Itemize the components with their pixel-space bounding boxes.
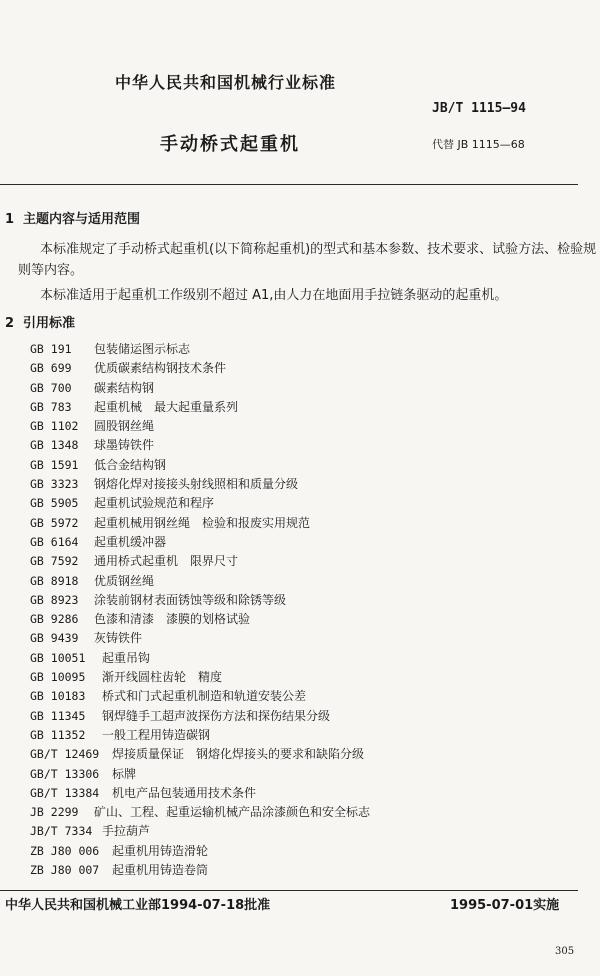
reference-item <box>30 379 370 398</box>
reference-title: 机电产品包装通用技术条件 <box>112 785 257 800</box>
reference-title: 渐开线圆柱齿轮 精度 <box>102 670 223 685</box>
reference-code: GB 6164 <box>30 534 79 549</box>
reference-item <box>30 514 370 533</box>
reference-title: 起重机械 最大起重量系列 <box>94 399 239 414</box>
reference-item <box>30 591 370 610</box>
reference-item <box>30 359 370 378</box>
reference-item <box>30 417 370 436</box>
reference-code: JB 2299 <box>30 805 79 820</box>
reference-item <box>30 822 370 841</box>
reference-item <box>30 629 370 648</box>
reference-title: 起重机用铸造卷筒 <box>112 863 209 878</box>
reference-title: 标牌 <box>112 766 137 781</box>
reference-code: GB 8918 <box>30 573 79 588</box>
reference-item <box>30 340 370 359</box>
reference-title: 起重机试验规范和程序 <box>94 496 215 511</box>
reference-item <box>30 726 370 745</box>
reference-code: GB 783 <box>30 399 72 414</box>
reference-code: GB 5905 <box>30 496 79 511</box>
reference-item <box>30 784 370 803</box>
reference-code: GB 7592 <box>30 554 79 569</box>
reference-title: 起重机缓冲器 <box>94 534 167 549</box>
reference-title: 桥式和门式起重机制造和轨道安装公差 <box>102 689 307 704</box>
reference-title: 色漆和清漆 漆膜的划格试验 <box>94 612 251 627</box>
reference-item <box>30 552 370 571</box>
reference-code: GB 699 <box>30 361 72 376</box>
section-1-number: 1 <box>5 212 15 227</box>
reference-code: GB 11352 <box>30 727 86 742</box>
reference-code: GB/T 12469 <box>30 747 100 762</box>
reference-title: 优质碳素结构钢技术条件 <box>94 361 227 376</box>
reference-item <box>30 436 370 455</box>
reference-title: 灰铸铁件 <box>94 631 143 646</box>
reference-title: 碳素结构钢 <box>94 380 155 395</box>
reference-code: ZB J80 007 <box>30 863 100 878</box>
reference-code: GB 10183 <box>30 689 86 704</box>
reference-title: 通用桥式起重机 限界尺寸 <box>94 554 239 569</box>
section-1-heading <box>5 208 140 227</box>
section-1-paragraph-2: 本标准适用于起重机工作级别不超过 A1,由人力在地面用手拉链条驱动的起重机。 <box>40 288 508 303</box>
reference-code: GB 1348 <box>30 438 79 453</box>
reference-title: 一般工程用铸造碳钢 <box>102 727 211 742</box>
reference-title: 起重机械用钢丝绳 检验和报废实用规范 <box>94 515 311 530</box>
reference-item <box>30 533 370 552</box>
reference-code: GB/T 13384 <box>30 785 100 800</box>
reference-item <box>30 610 370 629</box>
reference-item <box>30 668 370 687</box>
reference-code: GB 8923 <box>30 592 79 607</box>
reference-title: 低合金结构钢 <box>94 457 167 472</box>
reference-code: GB 11345 <box>30 708 86 723</box>
reference-code: GB 1102 <box>30 419 79 434</box>
reference-item <box>30 572 370 591</box>
reference-title: 球墨铸铁件 <box>94 438 155 453</box>
issue-approval: 中华人民共和国机械工业部1994-07-18批准 <box>5 898 271 913</box>
reference-title: 手拉葫芦 <box>102 824 151 839</box>
reference-code: GB/T 13306 <box>30 766 100 781</box>
reference-item <box>30 842 370 861</box>
reference-code: GB 10095 <box>30 670 86 685</box>
reference-title: 起重机用铸造滑轮 <box>112 843 209 858</box>
reference-item <box>30 475 370 494</box>
reference-title: 钢熔化焊对接接头射线照相和质量分级 <box>94 477 299 492</box>
reference-item <box>30 861 370 880</box>
reference-title: 包装储运图示标志 <box>94 342 191 356</box>
section-1-paragraph-1: 本标准规定了手动桥式起重机(以下简称起重机)的型式和基本参数、技术要求、试验方法、检验规 <box>40 242 597 257</box>
reference-item <box>30 649 370 668</box>
page-number: 305 <box>555 946 575 957</box>
standard-code: JB/T 1115—94 <box>432 101 526 116</box>
reference-item <box>30 494 370 513</box>
reference-title: 焊接质量保证 钢熔化焊接头的要求和缺陷分级 <box>112 747 365 762</box>
reference-list <box>30 340 370 880</box>
reference-code: GB 191 <box>30 342 72 356</box>
section-1-title: 主题内容与适用范围 <box>23 212 141 227</box>
reference-code: GB 9439 <box>30 631 79 646</box>
reference-item <box>30 707 370 726</box>
section-1-paragraph-1-cont: 则等内容。 <box>18 263 84 278</box>
effective-date: 1995-07-01实施 <box>450 898 560 913</box>
reference-title: 圆股钢丝绳 <box>94 419 155 434</box>
reference-title: 起重吊钩 <box>102 650 151 665</box>
section-2-title: 引用标准 <box>23 316 76 331</box>
reference-item <box>30 398 370 417</box>
replaces-standard: 代替 JB 1115—68 <box>432 138 525 151</box>
section-2-heading <box>5 312 75 331</box>
reference-code: ZB J80 006 <box>30 843 100 858</box>
reference-item <box>30 803 370 822</box>
reference-item <box>30 745 370 764</box>
reference-code: GB 9286 <box>30 612 79 627</box>
reference-code: GB 700 <box>30 380 72 395</box>
header-divider <box>0 184 578 185</box>
footer-divider <box>0 890 578 891</box>
reference-item <box>30 765 370 784</box>
document-title: 手动桥式起重机 <box>160 134 300 155</box>
reference-item <box>30 687 370 706</box>
reference-code: GB 10051 <box>30 650 86 665</box>
reference-title: 钢焊缝手工超声波探伤方法和探伤结果分级 <box>102 708 331 723</box>
reference-item <box>30 456 370 475</box>
reference-code: JB/T 7334 <box>30 824 93 839</box>
reference-title: 涂装前钢材表面锈蚀等级和除锈等级 <box>94 592 287 607</box>
reference-title: 优质钢丝绳 <box>94 573 155 588</box>
reference-code: GB 3323 <box>30 477 79 492</box>
section-2-number: 2 <box>5 316 15 331</box>
reference-code: GB 1591 <box>30 457 79 472</box>
reference-code: GB 5972 <box>30 515 79 530</box>
issuing-organization: 中华人民共和国机械行业标准 <box>115 73 337 92</box>
reference-title: 矿山、工程、起重运输机械产品涂漆颜色和安全标志 <box>94 805 371 820</box>
